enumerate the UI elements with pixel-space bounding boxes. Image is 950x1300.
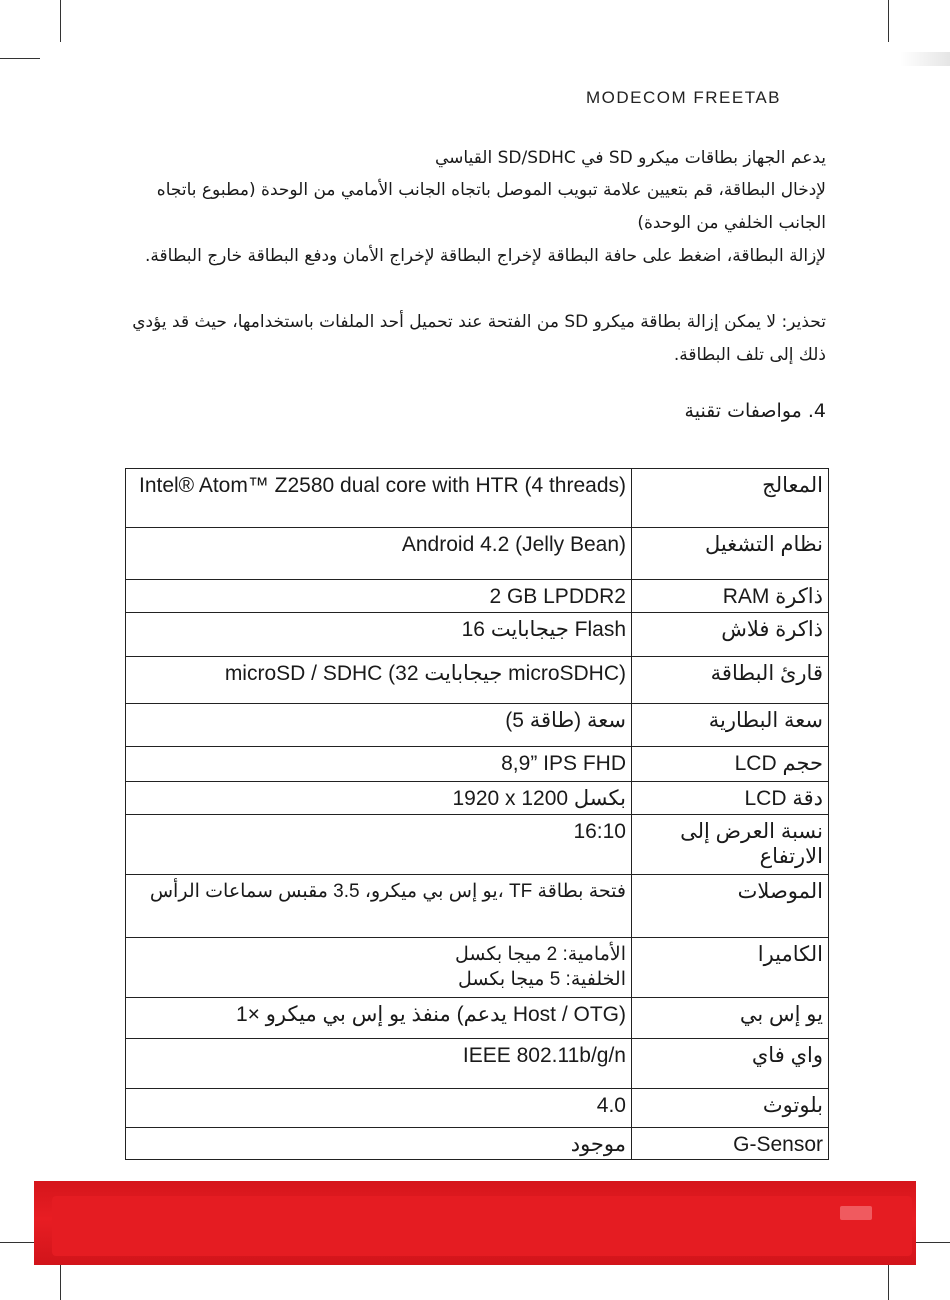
spec-key-os: نظام التشغيل xyxy=(632,528,829,580)
spec-key-flash: ذاكرة فلاش xyxy=(632,613,829,657)
table-row xyxy=(126,1089,829,1128)
spec-value-ram: 2 GB LPDDR2 xyxy=(126,580,632,613)
spec-key-wifi: واي فاي xyxy=(632,1039,829,1089)
paragraph-remove-card: لإزالة البطاقة، اضغط على حافة البطاقة لإخراج البطاقة لإخراج الأمان ودفع البطاقة خارج البطاقة. xyxy=(145,246,826,266)
spec-key-g-sensor: G-Sensor xyxy=(632,1128,829,1160)
spec-value-bluetooth: 4.0 xyxy=(126,1089,632,1128)
table-row xyxy=(126,875,829,938)
spec-key-card-reader: قارئ البطاقة xyxy=(632,657,829,704)
crop-mark xyxy=(910,1242,950,1243)
page-tab-marker xyxy=(840,1206,872,1220)
spec-key-bluetooth: بلوتوث xyxy=(632,1089,829,1128)
header-title: MODECOM FREETAB xyxy=(586,88,782,107)
spec-value-flash: 16 جيجابايت Flash xyxy=(126,613,632,657)
spec-table xyxy=(125,468,829,1160)
spec-key-lcd-size: حجم LCD xyxy=(632,747,829,782)
spec-value-usb: 1× منفذ يو إس بي ميكرو (يدعم Host / OTG) xyxy=(126,998,632,1039)
spec-value-os: Android 4.2 (Jelly Bean) xyxy=(126,528,632,580)
crop-mark xyxy=(0,58,40,59)
spec-key-cpu: المعالج xyxy=(632,469,829,528)
crop-mark xyxy=(60,0,61,42)
table-row xyxy=(126,469,829,528)
spec-key-battery: سعة البطارية xyxy=(632,704,829,747)
table-row xyxy=(126,998,829,1039)
spec-key-usb: يو إس بي xyxy=(632,998,829,1039)
footer-red-bar-inner xyxy=(52,1196,912,1256)
spec-key-camera: الكاميرا xyxy=(632,938,829,998)
spec-key-lcd-resolution: دقة LCD xyxy=(632,782,829,815)
table-row xyxy=(126,1039,829,1089)
table-row xyxy=(126,1128,829,1160)
table-row xyxy=(126,657,829,704)
spec-value-camera: الأمامية: 2 ميجا بكسل الخلفية: 5 ميجا بكسل xyxy=(126,938,632,998)
spec-key-connectors: الموصلات xyxy=(632,875,829,938)
table-row xyxy=(126,938,829,998)
spec-value-battery: (5 طاقة) سعة xyxy=(126,704,632,747)
spec-value-lcd-resolution: 1920 x 1200 بكسل xyxy=(126,782,632,815)
spec-value-g-sensor: موجود xyxy=(126,1128,632,1160)
spec-key-ram: ذاكرة RAM xyxy=(632,580,829,613)
spec-value-wifi: IEEE 802.11b/g/n xyxy=(126,1039,632,1089)
table-row xyxy=(126,782,829,815)
spec-value-connectors: يو إس بي ميكرو، 3.5 مقبس سماعات الرأس، TF فتحة بطاقة xyxy=(126,875,632,938)
spec-value-card-reader: microSD / SDHC (32 جيجابايت microSDHC) xyxy=(126,657,632,704)
table-row xyxy=(126,580,829,613)
crop-mark xyxy=(888,0,889,42)
spec-key-aspect-ratio: نسبة العرض إلى الارتفاع xyxy=(632,815,829,875)
paragraph-warning: تحذير: لا يمكن إزالة بطاقة ميكرو SD من الفتحة عند تحميل أحد الملفات باستخدامها، حيث قد يؤدي ذلك إلى تلف البطاقة. xyxy=(132,312,826,365)
table-row xyxy=(126,704,829,747)
corner-shade xyxy=(900,52,950,66)
table-row xyxy=(126,815,829,875)
table-row xyxy=(126,528,829,580)
paragraph-sd-support: يدعم الجهاز بطاقات ميكرو SD في SD/SDHC القياسي xyxy=(434,148,826,168)
section-title: 4. مواصفات تقنية xyxy=(684,400,826,422)
paragraph-insert-card: لإدخال البطاقة، قم بتعيين علامة تبويب الموصل باتجاه الجانب الأمامي من الوحدة (مطبوع باتجاه الجانب الخلفي من الوحدة) xyxy=(156,180,826,233)
spec-value-cpu: Intel® Atom™ Z2580 dual core with HTR (4 threads) xyxy=(126,469,632,528)
table-row xyxy=(126,747,829,782)
table-row xyxy=(126,613,829,657)
spec-value-lcd-size: 8,9” IPS FHD xyxy=(126,747,632,782)
spec-value-aspect-ratio: 16:10 xyxy=(126,815,632,875)
